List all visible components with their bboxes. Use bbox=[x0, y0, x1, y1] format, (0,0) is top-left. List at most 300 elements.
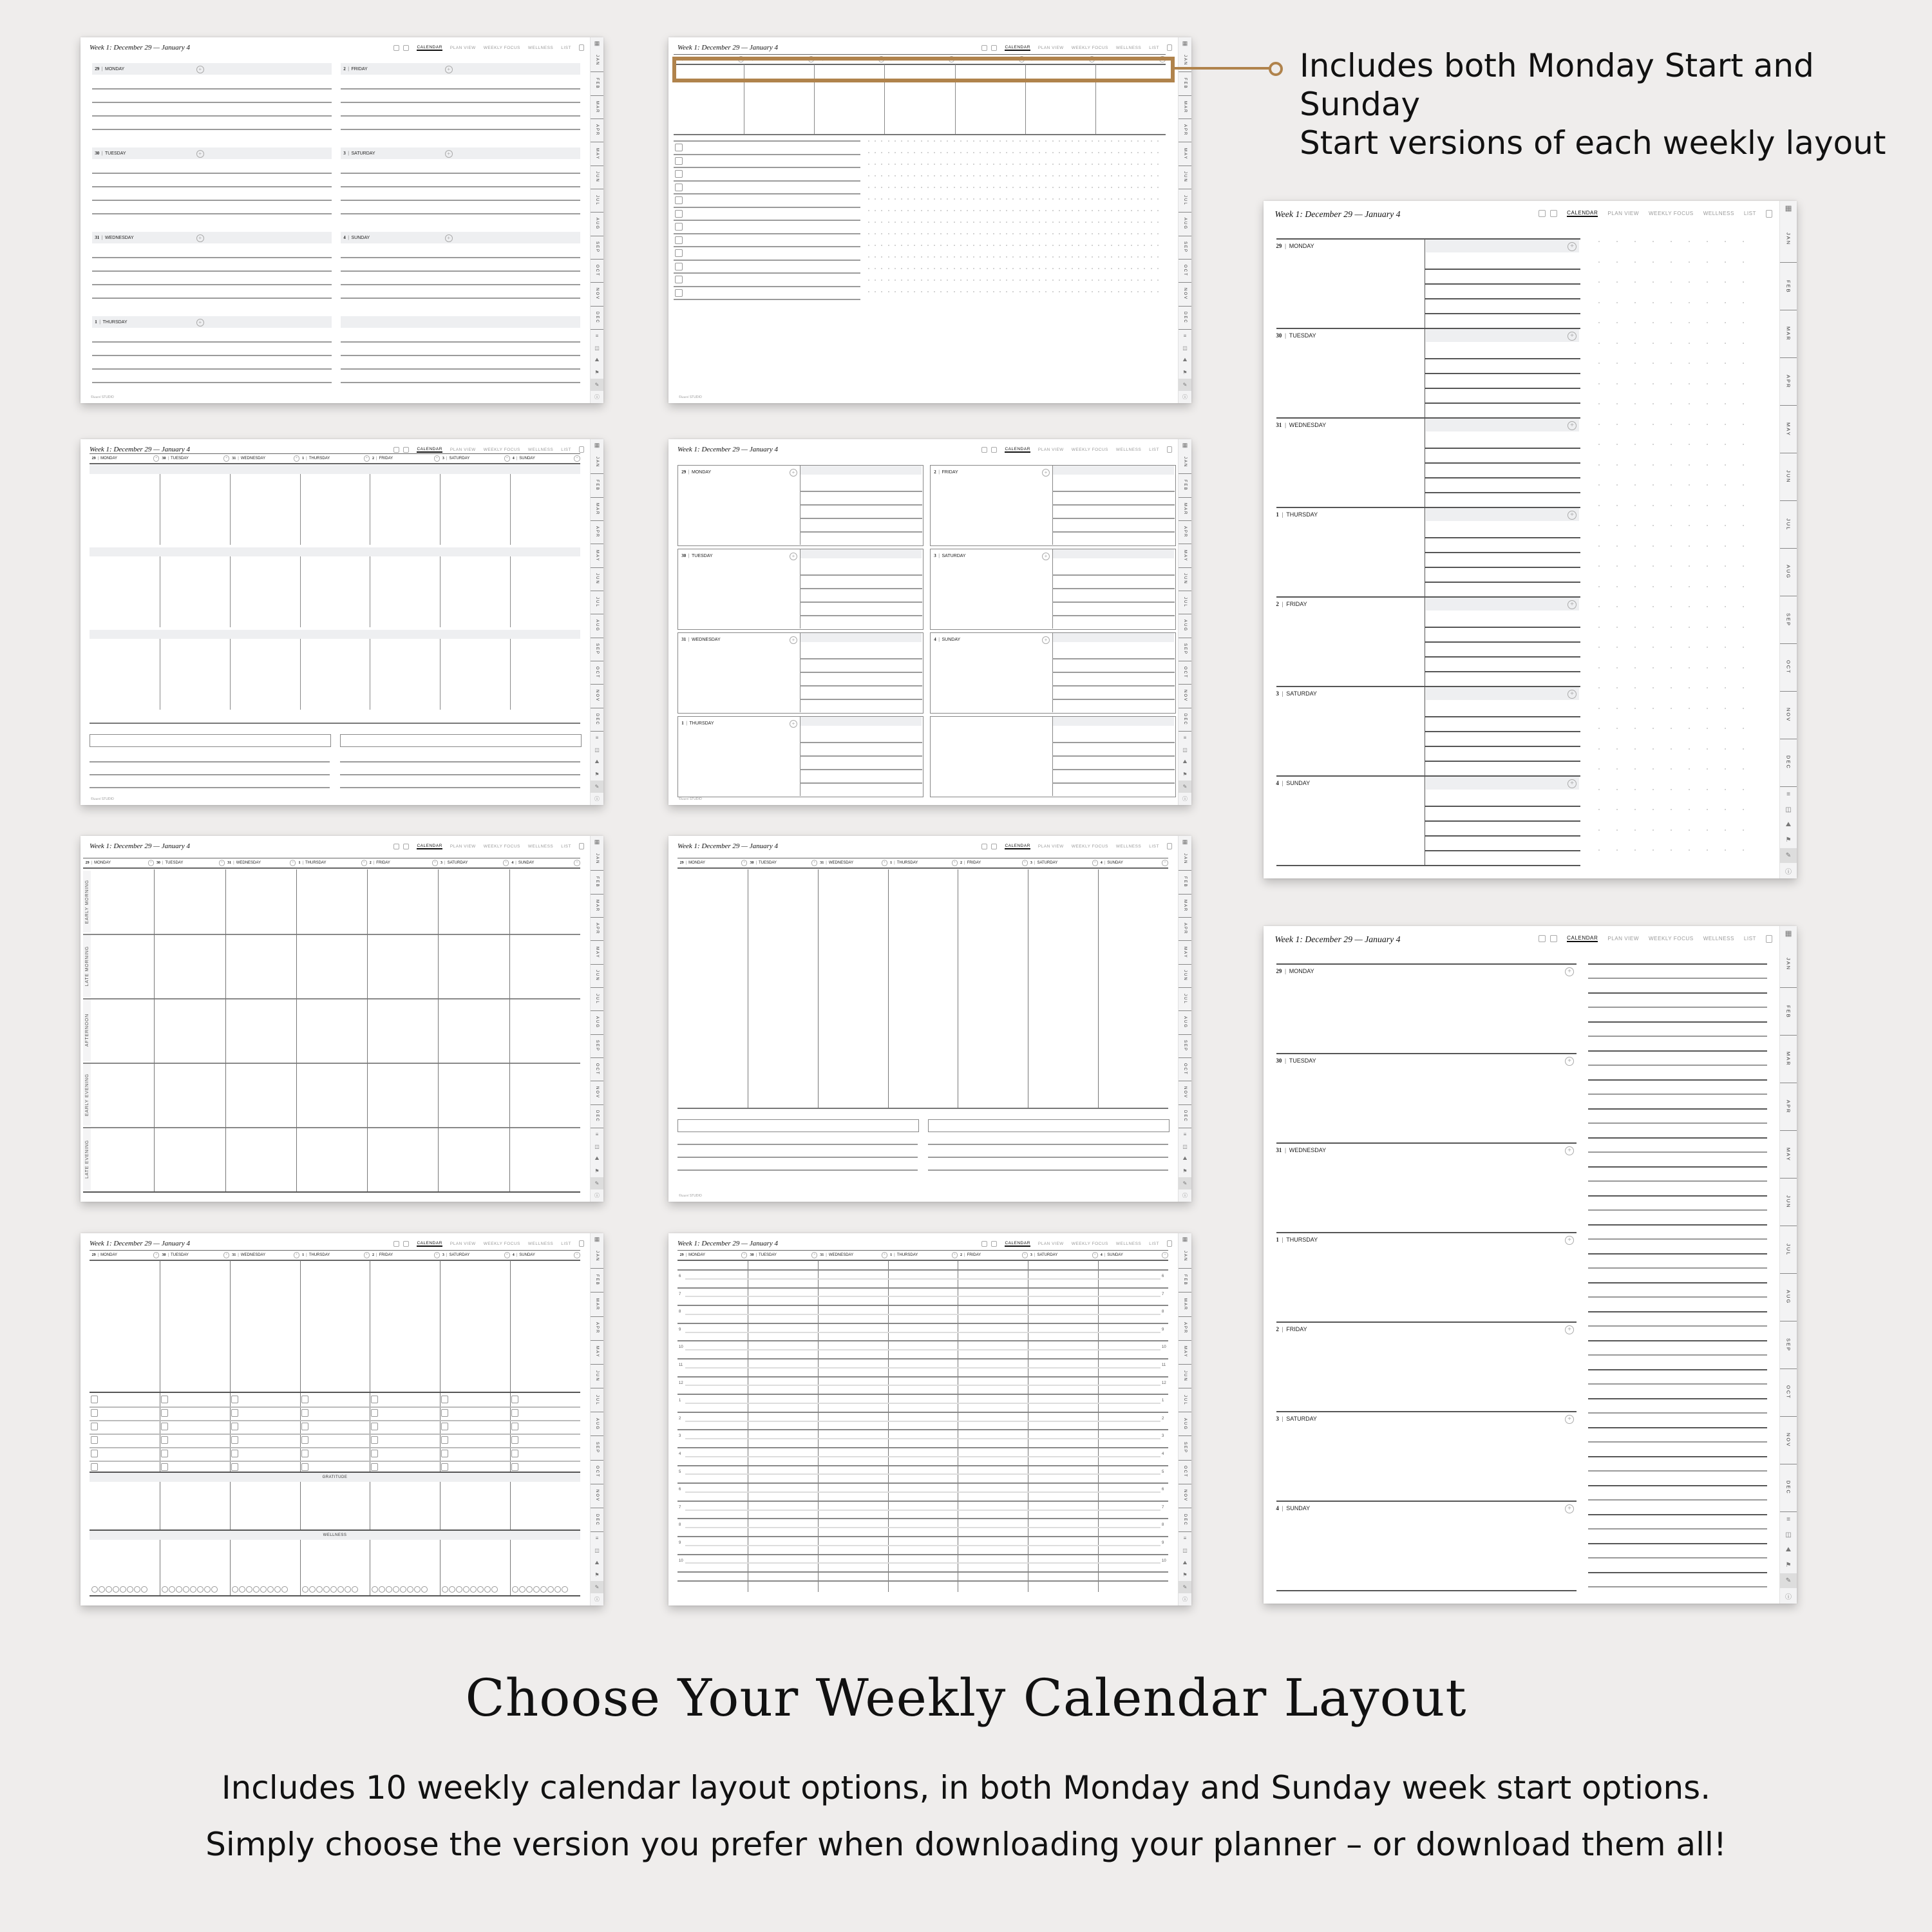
wellness-tracker[interactable] bbox=[372, 1586, 428, 1593]
add-icon[interactable]: + bbox=[1162, 1252, 1168, 1258]
checkbox[interactable] bbox=[675, 263, 683, 270]
checkbox[interactable] bbox=[675, 210, 683, 218]
tracker-circle[interactable] bbox=[463, 1586, 469, 1593]
sidebar-month-jul[interactable] bbox=[1179, 591, 1191, 614]
flag-icon[interactable]: ⚑ bbox=[1785, 837, 1792, 844]
edit-note-icon[interactable]: ✎ bbox=[591, 1581, 603, 1593]
checkbox[interactable] bbox=[675, 249, 683, 257]
add-icon[interactable]: + bbox=[1022, 1252, 1028, 1258]
sidebar-month-sep[interactable] bbox=[591, 1035, 603, 1058]
add-icon[interactable]: + bbox=[290, 860, 296, 866]
add-icon[interactable]: + bbox=[361, 860, 367, 866]
add-icon[interactable]: + bbox=[434, 1252, 440, 1258]
mountain-icon[interactable]: ⛰ bbox=[1182, 759, 1188, 765]
tab-plan-view[interactable]: PLAN VIEW bbox=[450, 447, 476, 452]
note-calendar-icon[interactable] bbox=[1539, 935, 1546, 942]
checkbox[interactable] bbox=[91, 1396, 98, 1403]
checkbox[interactable] bbox=[231, 1463, 238, 1471]
checkbox[interactable] bbox=[301, 1423, 308, 1430]
edit-calendar-icon[interactable] bbox=[1550, 210, 1557, 217]
tab-list[interactable]: LIST bbox=[1743, 211, 1756, 217]
info-icon[interactable]: ⓘ bbox=[1182, 1192, 1188, 1198]
flag-icon[interactable]: ⚑ bbox=[594, 1572, 600, 1578]
sidebar-month-sep[interactable] bbox=[1179, 1436, 1191, 1460]
note-calendar-icon[interactable] bbox=[981, 1241, 987, 1247]
planner-page-vertical-blocks-notes[interactable] bbox=[80, 439, 603, 805]
tab-plan-view[interactable]: PLAN VIEW bbox=[1037, 45, 1064, 50]
sidebar-month-nov[interactable] bbox=[1179, 1081, 1191, 1104]
sidebar-month-jun[interactable] bbox=[591, 166, 603, 189]
flag-icon[interactable]: ⚑ bbox=[594, 1168, 600, 1174]
mountain-icon[interactable]: ⛰ bbox=[594, 357, 600, 363]
list-icon[interactable]: ≡ bbox=[595, 332, 599, 339]
tracker-circle[interactable] bbox=[414, 1586, 421, 1593]
tracker-circle[interactable] bbox=[162, 1586, 168, 1593]
edit-note-icon[interactable]: ✎ bbox=[591, 1177, 603, 1189]
tracker-circle[interactable] bbox=[400, 1586, 406, 1593]
checkbox[interactable] bbox=[231, 1423, 238, 1430]
tab-wellness[interactable]: WELLNESS bbox=[1703, 936, 1734, 942]
sidebar-month-jun[interactable] bbox=[1780, 1179, 1797, 1226]
tracker-circle[interactable] bbox=[309, 1586, 316, 1593]
edit-note-icon[interactable]: ✎ bbox=[1780, 848, 1797, 864]
tab-calendar[interactable]: CALENDAR bbox=[1005, 843, 1030, 848]
add-icon[interactable]: + bbox=[196, 66, 204, 73]
sidebar-month-jun[interactable] bbox=[1179, 965, 1191, 988]
sidebar-month-sep[interactable] bbox=[1179, 638, 1191, 661]
tab-list[interactable]: LIST bbox=[1149, 45, 1159, 50]
sidebar-month-feb[interactable] bbox=[591, 72, 603, 95]
sidebar-month-feb[interactable] bbox=[1179, 1269, 1191, 1293]
checkbox[interactable] bbox=[231, 1396, 238, 1403]
add-icon[interactable]: + bbox=[1565, 1057, 1574, 1066]
mountain-icon[interactable]: ⛰ bbox=[1182, 1155, 1188, 1162]
sidebar-month-nov[interactable] bbox=[1179, 1484, 1191, 1508]
add-icon[interactable]: + bbox=[952, 1252, 958, 1258]
sidebar-month-aug[interactable] bbox=[1780, 549, 1797, 596]
notes-box[interactable] bbox=[90, 734, 331, 747]
checkbox[interactable] bbox=[441, 1396, 448, 1403]
checkbox[interactable] bbox=[91, 1423, 98, 1430]
tracker-circle[interactable] bbox=[526, 1586, 533, 1593]
sidebar-month-mar[interactable] bbox=[591, 895, 603, 918]
tracker-circle[interactable] bbox=[134, 1586, 140, 1593]
tracker-circle[interactable] bbox=[176, 1586, 182, 1593]
list-icon[interactable]: ≡ bbox=[595, 1535, 599, 1542]
page-icon[interactable] bbox=[579, 843, 584, 849]
tab-weekly-focus[interactable]: WEEKLY FOCUS bbox=[483, 447, 520, 452]
tab-list[interactable]: LIST bbox=[561, 45, 571, 50]
add-icon[interactable]: + bbox=[1567, 242, 1577, 251]
edit-calendar-icon[interactable] bbox=[403, 1241, 409, 1247]
add-icon[interactable]: + bbox=[196, 150, 204, 158]
tracker-circle[interactable] bbox=[554, 1586, 561, 1593]
tab-wellness[interactable]: WELLNESS bbox=[1115, 1241, 1142, 1246]
add-icon[interactable]: + bbox=[574, 455, 580, 461]
tab-plan-view[interactable]: PLAN VIEW bbox=[1037, 1241, 1064, 1246]
sidebar-month-mar[interactable] bbox=[1179, 1293, 1191, 1316]
note-calendar-icon[interactable] bbox=[393, 447, 399, 453]
tab-calendar[interactable]: CALENDAR bbox=[417, 44, 442, 50]
sidebar-month-may[interactable] bbox=[591, 941, 603, 964]
page-icon[interactable] bbox=[579, 44, 584, 51]
sidebar-month-jan[interactable] bbox=[1780, 941, 1797, 989]
edit-note-icon[interactable]: ✎ bbox=[1780, 1573, 1797, 1589]
tracker-circle[interactable] bbox=[232, 1586, 238, 1593]
sidebar-month-mar[interactable] bbox=[591, 1293, 603, 1316]
add-icon[interactable]: + bbox=[1162, 860, 1168, 866]
sidebar-month-jan[interactable] bbox=[1780, 216, 1797, 263]
sidebar-month-may[interactable] bbox=[591, 1341, 603, 1365]
add-icon[interactable]: + bbox=[1567, 332, 1577, 341]
add-icon[interactable]: + bbox=[1565, 1415, 1574, 1424]
planner-page-boxed-with-lists[interactable] bbox=[668, 439, 1191, 805]
sidebar-month-oct[interactable] bbox=[591, 260, 603, 283]
sidebar-month-aug[interactable] bbox=[1179, 1412, 1191, 1436]
tracker-circle[interactable] bbox=[246, 1586, 252, 1593]
checkbox[interactable] bbox=[301, 1436, 308, 1444]
add-icon[interactable]: + bbox=[153, 1252, 159, 1258]
sidebar-month-mar[interactable] bbox=[1179, 498, 1191, 521]
checkbox[interactable] bbox=[301, 1450, 308, 1457]
tracker-circle[interactable] bbox=[141, 1586, 147, 1593]
sidebar-month-apr[interactable] bbox=[1780, 358, 1797, 406]
checkbox[interactable] bbox=[441, 1409, 448, 1417]
sidebar-month-apr[interactable] bbox=[1179, 521, 1191, 544]
add-icon[interactable]: + bbox=[445, 150, 453, 158]
sidebar-month-jan[interactable] bbox=[591, 1245, 603, 1269]
sidebar-month-jul[interactable] bbox=[1179, 988, 1191, 1011]
tracker-circle[interactable] bbox=[421, 1586, 428, 1593]
tab-weekly-focus[interactable]: WEEKLY FOCUS bbox=[483, 1241, 520, 1246]
tracker-circle[interactable] bbox=[267, 1586, 274, 1593]
sidebar-month-may[interactable] bbox=[1780, 1131, 1797, 1179]
flag-icon[interactable]: ⚑ bbox=[1785, 1562, 1792, 1569]
tracker-circle[interactable] bbox=[120, 1586, 126, 1593]
sidebar-month-nov[interactable] bbox=[591, 1484, 603, 1508]
sidebar-month-oct[interactable] bbox=[1780, 644, 1797, 692]
sidebar-month-sep[interactable] bbox=[591, 236, 603, 260]
sidebar-month-oct[interactable] bbox=[1179, 260, 1191, 283]
tab-weekly-focus[interactable]: WEEKLY FOCUS bbox=[1071, 45, 1108, 50]
sidebar-month-mar[interactable] bbox=[591, 96, 603, 119]
checkbox[interactable] bbox=[511, 1423, 518, 1430]
page-icon[interactable] bbox=[1766, 935, 1772, 943]
tracker-circle[interactable] bbox=[183, 1586, 189, 1593]
sidebar-month-apr[interactable] bbox=[1179, 918, 1191, 941]
add-icon[interactable]: + bbox=[1022, 860, 1028, 866]
tab-weekly-focus[interactable]: WEEKLY FOCUS bbox=[1649, 936, 1694, 942]
planner-page-two-column-lined[interactable] bbox=[80, 37, 603, 403]
checkbox[interactable] bbox=[231, 1436, 238, 1444]
sidebar-month-oct[interactable] bbox=[1179, 1058, 1191, 1081]
checkbox[interactable] bbox=[675, 170, 683, 178]
add-icon[interactable]: + bbox=[738, 56, 744, 62]
checkbox[interactable] bbox=[371, 1409, 378, 1417]
sidebar-month-sep[interactable] bbox=[1179, 1035, 1191, 1058]
planner-page-portrait-dotgrid[interactable] bbox=[1264, 201, 1797, 878]
notes-box[interactable] bbox=[928, 1119, 1170, 1132]
add-icon[interactable]: + bbox=[1042, 636, 1050, 644]
list-icon[interactable]: ≡ bbox=[1183, 1535, 1187, 1542]
sidebar-month-feb[interactable] bbox=[1780, 988, 1797, 1036]
layout-icon[interactable]: ◫ bbox=[594, 1548, 600, 1554]
tab-calendar[interactable]: CALENDAR bbox=[417, 843, 442, 848]
add-icon[interactable]: + bbox=[1565, 1236, 1574, 1245]
sidebar-month-oct[interactable] bbox=[1179, 661, 1191, 685]
tab-wellness[interactable]: WELLNESS bbox=[1703, 211, 1734, 217]
tab-calendar[interactable]: CALENDAR bbox=[1005, 446, 1030, 451]
sidebar-month-may[interactable] bbox=[1179, 941, 1191, 964]
note-calendar-icon[interactable] bbox=[393, 1241, 399, 1247]
sidebar-month-dec[interactable] bbox=[591, 307, 603, 330]
sidebar-month-mar[interactable] bbox=[591, 498, 603, 521]
add-icon[interactable]: + bbox=[882, 860, 887, 866]
add-icon[interactable]: + bbox=[432, 860, 438, 866]
layout-icon[interactable]: ◫ bbox=[1182, 1143, 1188, 1150]
sidebar-month-aug[interactable] bbox=[1179, 1011, 1191, 1034]
sidebar-month-jan[interactable] bbox=[1179, 848, 1191, 871]
checkbox[interactable] bbox=[371, 1450, 378, 1457]
tracker-circle[interactable] bbox=[470, 1586, 477, 1593]
note-calendar-icon[interactable] bbox=[981, 844, 987, 849]
tracker-circle[interactable] bbox=[386, 1586, 392, 1593]
planner-page-portrait-lined[interactable] bbox=[1264, 926, 1797, 1604]
add-icon[interactable]: + bbox=[790, 720, 797, 728]
sidebar-month-jun[interactable] bbox=[1780, 453, 1797, 501]
sidebar-month-aug[interactable] bbox=[1179, 614, 1191, 638]
sidebar-month-oct[interactable] bbox=[1179, 1461, 1191, 1484]
tracker-circle[interactable] bbox=[190, 1586, 196, 1593]
info-icon[interactable]: ⓘ bbox=[594, 1596, 600, 1603]
add-icon[interactable]: + bbox=[790, 636, 797, 644]
checkbox[interactable] bbox=[161, 1463, 168, 1471]
tracker-circle[interactable] bbox=[352, 1586, 358, 1593]
tracker-circle[interactable] bbox=[316, 1586, 323, 1593]
add-icon[interactable]: + bbox=[148, 860, 154, 866]
layout-icon[interactable]: ◫ bbox=[1182, 746, 1188, 753]
calendar-icon[interactable]: ▦ bbox=[1785, 929, 1792, 938]
checkbox[interactable] bbox=[231, 1409, 238, 1417]
checkbox[interactable] bbox=[371, 1423, 378, 1430]
tracker-circle[interactable] bbox=[211, 1586, 218, 1593]
add-icon[interactable]: + bbox=[1567, 421, 1577, 430]
sidebar-month-feb[interactable] bbox=[1179, 474, 1191, 497]
add-icon[interactable]: + bbox=[445, 234, 453, 242]
sidebar-month-mar[interactable] bbox=[1780, 1036, 1797, 1083]
page-icon[interactable] bbox=[1167, 1240, 1172, 1247]
layout-icon[interactable]: ◫ bbox=[594, 746, 600, 753]
sidebar-month-jun[interactable] bbox=[1179, 166, 1191, 189]
tracker-circle[interactable] bbox=[330, 1586, 337, 1593]
info-icon[interactable]: ⓘ bbox=[1182, 795, 1188, 802]
checkbox[interactable] bbox=[371, 1396, 378, 1403]
checkbox[interactable] bbox=[161, 1396, 168, 1403]
tab-list[interactable]: LIST bbox=[561, 1241, 571, 1246]
add-icon[interactable]: + bbox=[503, 860, 509, 866]
tab-weekly-focus[interactable]: WEEKLY FOCUS bbox=[1071, 844, 1108, 849]
checkbox[interactable] bbox=[441, 1423, 448, 1430]
sidebar-month-aug[interactable] bbox=[591, 1011, 603, 1034]
sidebar-month-nov[interactable] bbox=[1780, 692, 1797, 739]
tab-calendar[interactable]: CALENDAR bbox=[1005, 44, 1030, 50]
sidebar-month-jan[interactable] bbox=[591, 451, 603, 474]
add-icon[interactable]: + bbox=[153, 455, 159, 461]
mountain-icon[interactable]: ⛰ bbox=[1182, 357, 1188, 363]
add-icon[interactable]: + bbox=[949, 56, 954, 62]
calendar-icon[interactable]: ▦ bbox=[1785, 204, 1792, 213]
tracker-circle[interactable] bbox=[540, 1586, 547, 1593]
checkbox[interactable] bbox=[675, 184, 683, 191]
tracker-circle[interactable] bbox=[519, 1586, 526, 1593]
sidebar-month-nov[interactable] bbox=[591, 685, 603, 708]
tracker-circle[interactable] bbox=[533, 1586, 540, 1593]
add-icon[interactable]: + bbox=[811, 860, 817, 866]
sidebar-month-dec[interactable] bbox=[1780, 739, 1797, 787]
sidebar-month-aug[interactable] bbox=[1780, 1274, 1797, 1321]
sidebar-month-mar[interactable] bbox=[1179, 895, 1191, 918]
sidebar-month-mar[interactable] bbox=[1179, 96, 1191, 119]
info-icon[interactable]: ⓘ bbox=[594, 393, 600, 400]
sidebar-month-nov[interactable] bbox=[1179, 685, 1191, 708]
tab-plan-view[interactable]: PLAN VIEW bbox=[450, 1241, 476, 1246]
sidebar-month-jul[interactable] bbox=[1179, 1388, 1191, 1412]
sidebar-month-sep[interactable] bbox=[591, 638, 603, 661]
page-icon[interactable] bbox=[1167, 44, 1172, 51]
mountain-icon[interactable]: ⛰ bbox=[1785, 821, 1792, 829]
sidebar-month-aug[interactable] bbox=[591, 1412, 603, 1436]
sidebar-month-nov[interactable] bbox=[1179, 283, 1191, 306]
add-icon[interactable]: + bbox=[294, 1252, 299, 1258]
sidebar-month-aug[interactable] bbox=[591, 614, 603, 638]
calendar-icon[interactable]: ▦ bbox=[594, 838, 600, 845]
add-icon[interactable]: + bbox=[1565, 967, 1574, 976]
sidebar-month-jun[interactable] bbox=[1179, 1365, 1191, 1388]
sidebar-month-jan[interactable] bbox=[1179, 451, 1191, 474]
planner-page-time-of-day-grid[interactable] bbox=[80, 836, 603, 1202]
sidebar-month-may[interactable] bbox=[1179, 544, 1191, 567]
layout-icon[interactable]: ◫ bbox=[594, 345, 600, 351]
tab-plan-view[interactable]: PLAN VIEW bbox=[1037, 844, 1064, 849]
sidebar-month-dec[interactable] bbox=[591, 708, 603, 732]
flag-icon[interactable]: ⚑ bbox=[1182, 1168, 1188, 1174]
sidebar-month-apr[interactable] bbox=[591, 918, 603, 941]
notes-box[interactable] bbox=[677, 1119, 919, 1132]
sidebar-month-jul[interactable] bbox=[1179, 189, 1191, 213]
tab-calendar[interactable]: CALENDAR bbox=[1567, 935, 1598, 942]
sidebar-month-jul[interactable] bbox=[591, 1388, 603, 1412]
add-icon[interactable]: + bbox=[434, 455, 440, 461]
add-icon[interactable]: + bbox=[790, 553, 797, 560]
sidebar-month-aug[interactable] bbox=[591, 213, 603, 236]
edit-calendar-icon[interactable] bbox=[991, 844, 997, 849]
wellness-tracker[interactable] bbox=[512, 1586, 568, 1593]
add-icon[interactable]: + bbox=[219, 860, 225, 866]
info-icon[interactable]: ⓘ bbox=[1785, 868, 1792, 876]
sidebar-month-oct[interactable] bbox=[591, 661, 603, 685]
list-icon[interactable]: ≡ bbox=[1786, 790, 1790, 798]
sidebar-month-jul[interactable] bbox=[1780, 1226, 1797, 1274]
calendar-icon[interactable]: ▦ bbox=[1182, 838, 1188, 845]
sidebar-month-jul[interactable] bbox=[591, 591, 603, 614]
tracker-circle[interactable] bbox=[204, 1586, 211, 1593]
sidebar-month-jun[interactable] bbox=[591, 1365, 603, 1388]
sidebar-month-apr[interactable] bbox=[1179, 119, 1191, 142]
tracker-circle[interactable] bbox=[99, 1586, 105, 1593]
add-icon[interactable]: + bbox=[1567, 600, 1577, 609]
add-icon[interactable]: + bbox=[1042, 469, 1050, 477]
flag-icon[interactable]: ⚑ bbox=[1182, 771, 1188, 777]
tracker-circle[interactable] bbox=[302, 1586, 308, 1593]
add-icon[interactable]: + bbox=[790, 469, 797, 477]
page-icon[interactable] bbox=[1167, 446, 1172, 453]
planner-page-checklist-gratitude-wellness[interactable] bbox=[80, 1233, 603, 1605]
sidebar-month-jun[interactable] bbox=[1179, 568, 1191, 591]
add-icon[interactable]: + bbox=[882, 1252, 887, 1258]
tab-list[interactable]: LIST bbox=[561, 447, 571, 452]
tab-list[interactable]: LIST bbox=[1149, 447, 1159, 452]
tab-list[interactable]: LIST bbox=[561, 844, 571, 849]
checkbox[interactable] bbox=[441, 1463, 448, 1471]
layout-icon[interactable]: ◫ bbox=[1785, 1531, 1792, 1539]
tab-plan-view[interactable]: PLAN VIEW bbox=[1607, 936, 1639, 942]
tab-wellness[interactable]: WELLNESS bbox=[1115, 844, 1142, 849]
sidebar-month-dec[interactable] bbox=[1780, 1464, 1797, 1512]
add-icon[interactable]: + bbox=[223, 455, 229, 461]
tracker-circle[interactable] bbox=[239, 1586, 245, 1593]
tracker-circle[interactable] bbox=[484, 1586, 491, 1593]
add-icon[interactable]: + bbox=[294, 455, 299, 461]
mountain-icon[interactable]: ⛰ bbox=[594, 759, 600, 765]
sidebar-month-feb[interactable] bbox=[591, 871, 603, 894]
add-icon[interactable]: + bbox=[196, 234, 204, 242]
add-icon[interactable]: + bbox=[574, 1252, 580, 1258]
sidebar-month-apr[interactable] bbox=[1780, 1083, 1797, 1131]
sidebar-month-jan[interactable] bbox=[591, 848, 603, 871]
tracker-circle[interactable] bbox=[281, 1586, 288, 1593]
tab-calendar[interactable]: CALENDAR bbox=[1567, 210, 1598, 216]
sidebar-month-feb[interactable] bbox=[1179, 871, 1191, 894]
edit-note-icon[interactable]: ✎ bbox=[591, 379, 603, 391]
sidebar-month-feb[interactable] bbox=[1780, 263, 1797, 310]
tab-list[interactable]: LIST bbox=[1149, 1241, 1159, 1246]
add-icon[interactable]: + bbox=[1567, 690, 1577, 699]
edit-note-icon[interactable]: ✎ bbox=[1179, 379, 1191, 391]
sidebar-month-jun[interactable] bbox=[591, 965, 603, 988]
note-calendar-icon[interactable] bbox=[1539, 210, 1546, 217]
tab-weekly-focus[interactable]: WEEKLY FOCUS bbox=[483, 45, 520, 50]
edit-calendar-icon[interactable] bbox=[403, 447, 409, 453]
tracker-circle[interactable] bbox=[106, 1586, 112, 1593]
tracker-circle[interactable] bbox=[337, 1586, 344, 1593]
add-icon[interactable]: + bbox=[196, 319, 204, 327]
add-icon[interactable]: + bbox=[878, 56, 884, 62]
tab-list[interactable]: LIST bbox=[1149, 844, 1159, 849]
sidebar-month-sep[interactable] bbox=[1780, 596, 1797, 644]
notes-box[interactable] bbox=[340, 734, 582, 747]
calendar-icon[interactable]: ▦ bbox=[1182, 441, 1188, 448]
sidebar-month-jul[interactable] bbox=[591, 189, 603, 213]
mountain-icon[interactable]: ⛰ bbox=[1182, 1559, 1188, 1566]
tracker-circle[interactable] bbox=[547, 1586, 554, 1593]
checkbox[interactable] bbox=[161, 1450, 168, 1457]
info-icon[interactable]: ⓘ bbox=[1182, 1596, 1188, 1603]
tracker-circle[interactable] bbox=[253, 1586, 260, 1593]
checkbox[interactable] bbox=[511, 1436, 518, 1444]
checkbox[interactable] bbox=[301, 1396, 308, 1403]
tracker-circle[interactable] bbox=[345, 1586, 351, 1593]
add-icon[interactable]: + bbox=[504, 455, 510, 461]
